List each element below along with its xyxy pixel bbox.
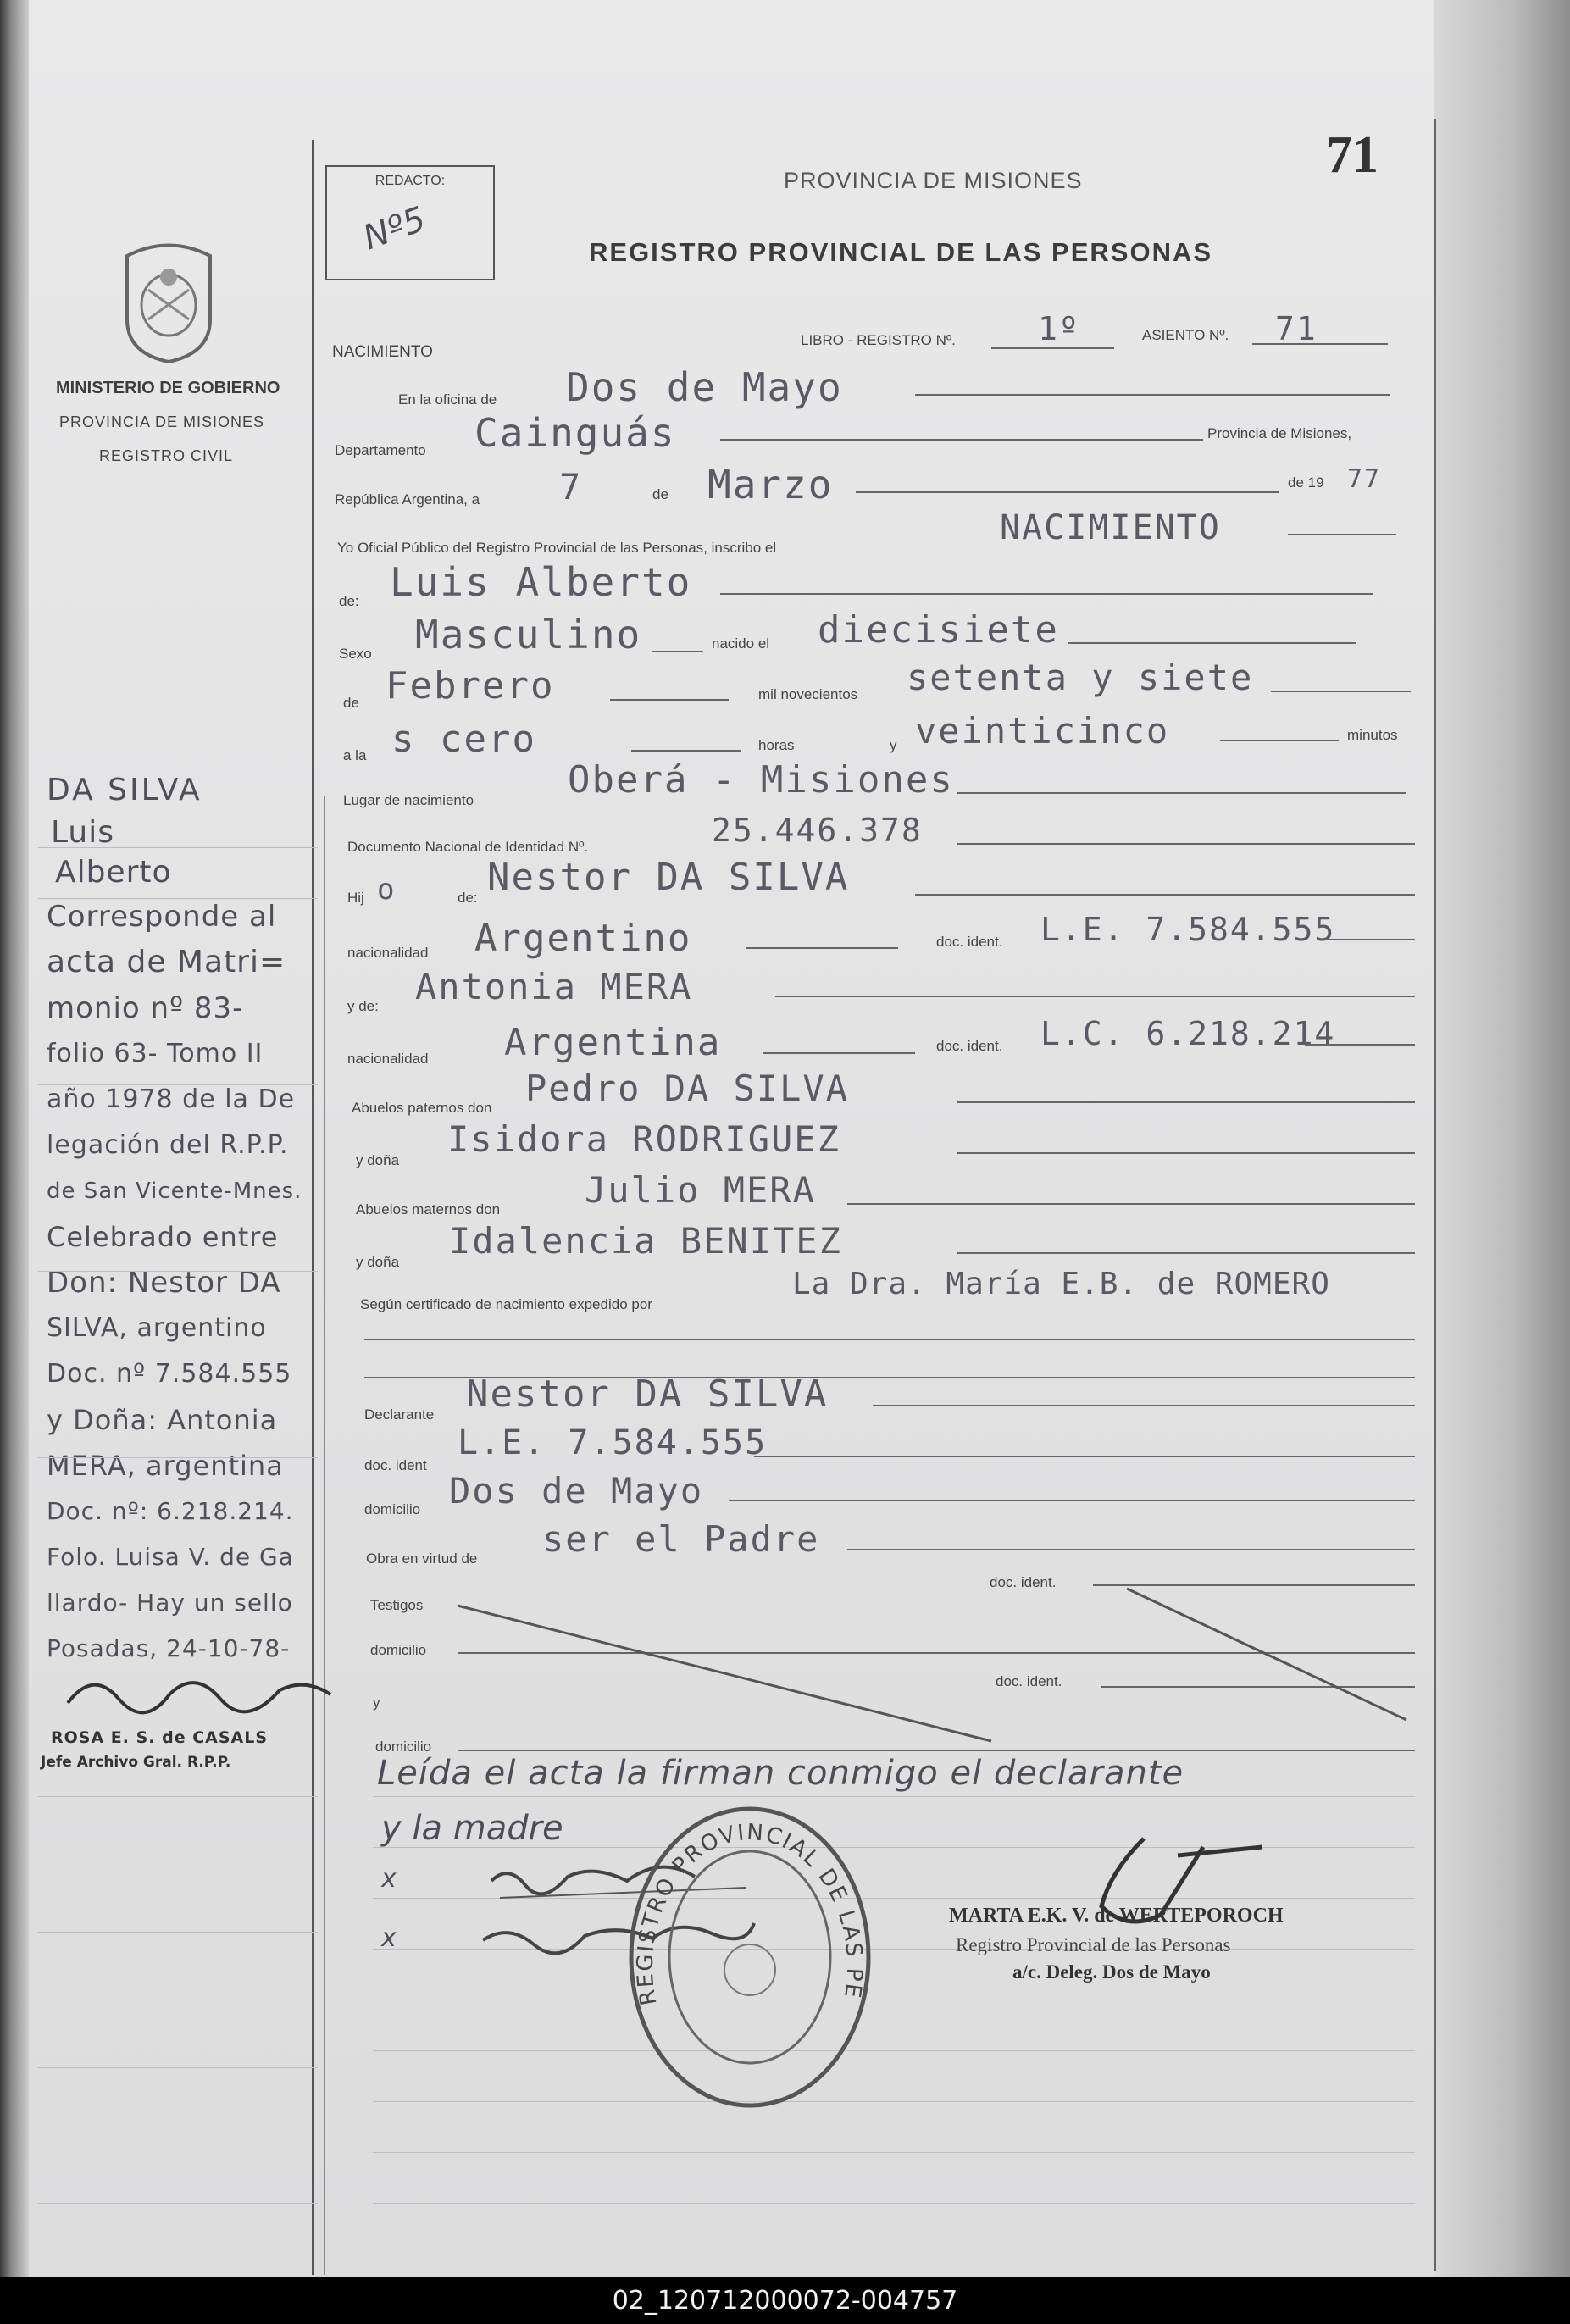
y-testigo-label: y	[373, 1694, 380, 1711]
asiento-value: 71	[1275, 310, 1318, 347]
seal-text: REGISTRO PROVINCIAL DE LAS PE	[632, 1819, 868, 2008]
certificado-label: Según certificado de nacimiento expedido por	[360, 1296, 652, 1312]
header-province: PROVINCIA DE MISIONES	[784, 168, 1083, 193]
left-province: PROVINCIA DE MISIONES	[59, 413, 265, 430]
nombre-value: Luis Alberto	[390, 559, 692, 605]
marginal-signature	[59, 1661, 339, 1728]
sexo-value: Masculino	[415, 612, 642, 657]
madre-value: Antonia MERA	[415, 966, 693, 1007]
margin-line: Alberto	[55, 855, 172, 890]
margin-line: llardo- Hay un sello	[47, 1589, 293, 1617]
closing-line1: Leída el acta la firman conmigo el declarante	[377, 1754, 1184, 1793]
abuela-mat-value: Idalencia BENITEZ	[449, 1220, 842, 1262]
domicilio-value: Dos de Mayo	[449, 1470, 704, 1511]
minutos-label: minutos	[1347, 727, 1398, 743]
doc-testigo1-label: doc. ident.	[990, 1574, 1057, 1590]
x-mark-2: x	[381, 1923, 397, 1953]
doc-madre-value: L.C. 6.218.214	[1040, 1015, 1336, 1052]
de3-label: de	[343, 695, 359, 711]
departamento-label: Departamento	[335, 442, 426, 458]
page-number: 71	[1326, 126, 1379, 184]
abuelos-mat-label: Abuelos maternos don	[356, 1201, 501, 1217]
certificado-value: La Dra. María E.B. de ROMERO	[792, 1267, 1330, 1301]
redacto-label: REDACTO:	[374, 174, 446, 188]
margin-line: Doc. nº 7.584.555	[47, 1359, 292, 1389]
obra-value: ser el Padre	[542, 1518, 820, 1560]
doc-padre-value: L.E. 7.584.555	[1040, 911, 1336, 948]
mil-label: mil novecientos	[758, 686, 858, 702]
testigos-label: Testigos	[370, 1597, 424, 1613]
mes-nac-value: Febrero	[386, 664, 555, 707]
nacido-value: diecisiete	[818, 608, 1059, 652]
margin-line: de San Vicente-Mnes.	[47, 1179, 302, 1204]
margin-line: Luis	[51, 815, 114, 850]
official-name: MARTA E.K. V. de WERTEPOROCH	[949, 1905, 1284, 1927]
obra-label: Obra en virtud de	[366, 1550, 478, 1567]
ministry-name: MINISTERIO DE GOBIERNO	[56, 379, 280, 397]
provincia-label: Provincia de Misiones,	[1207, 425, 1352, 441]
dia-value: 7	[559, 466, 583, 508]
declarante-value: Nestor DA SILVA	[466, 1373, 829, 1416]
alas-label: a la	[343, 747, 367, 763]
padre-value: Nestor DA SILVA	[487, 856, 850, 899]
sexo-label: Sexo	[339, 646, 372, 662]
hora-value: s cero	[391, 718, 536, 761]
abuelo-pat-value: Pedro DA SILVA	[525, 1068, 850, 1109]
doc-padre-label: doc. ident.	[936, 934, 1003, 950]
redacto-value: Nº5	[358, 199, 431, 258]
minutos-value: veinticinco	[915, 710, 1170, 752]
asiento-label: ASIENTO Nº.	[1142, 327, 1229, 343]
civil-registry: REGISTRO CIVIL	[99, 447, 234, 464]
margin-line: folio 63- Tomo II	[47, 1039, 264, 1068]
margin-line: acta de Matri=	[47, 945, 286, 979]
y-label: y	[890, 737, 897, 753]
oficina-value: Dos de Mayo	[566, 364, 843, 410]
yde-label: y de:	[347, 998, 379, 1014]
nacido-label: nacido el	[712, 635, 770, 652]
doc-declarante-label: doc. ident	[364, 1457, 427, 1473]
margin-line: Don: Nestor DA	[47, 1266, 281, 1300]
nac-madre-label: nacionalidad	[347, 1051, 429, 1067]
dni-label: Documento Nacional de Identidad Nº.	[347, 839, 589, 855]
oficina-label: En la oficina de	[398, 391, 497, 408]
lugar-label: Lugar de nacimiento	[343, 792, 474, 808]
lugar-value: Oberá - Misiones	[568, 758, 954, 801]
domicilio-label: domicilio	[364, 1501, 421, 1517]
hijo-suffix: o	[377, 873, 397, 907]
marginal-stamp-2: Jefe Archivo Gral. R.P.P.	[41, 1754, 231, 1771]
libro-label: LIBRO - REGISTRO Nº.	[801, 332, 956, 348]
nac-padre-label: nacionalidad	[347, 945, 429, 961]
margin-line: SILVA, argentino	[47, 1313, 267, 1343]
republica-label: República Argentina, a	[335, 491, 480, 508]
margin-line: legación del R.P.P.	[47, 1130, 289, 1160]
footer-filename: 02_120712000072-004757	[0, 2277, 1570, 2324]
abuela-pat-value: Isidora RODRIGUEZ	[447, 1118, 840, 1160]
anio-label: de 19	[1288, 474, 1324, 491]
de2-label: de:	[339, 593, 359, 609]
act-type-label: NACIMIENTO	[332, 343, 433, 361]
margin-line: DA SILVA	[47, 773, 202, 807]
round-seal	[623, 1800, 877, 2114]
de-label: de	[652, 486, 668, 502]
ydona-mat-label: y doña	[356, 1254, 400, 1270]
declarante-label: Declarante	[364, 1406, 435, 1423]
abuelo-mat-value: Julio MERA	[585, 1169, 816, 1211]
ydona-pat-label: y doña	[356, 1152, 400, 1168]
mes-value: Marzo	[707, 462, 834, 508]
domicilio-testigo1-label: domicilio	[370, 1642, 427, 1658]
inscribo-value: NACIMIENTO	[1000, 508, 1221, 547]
margin-line: Celebrado entre	[47, 1221, 279, 1253]
closing-line2: y la madre	[381, 1809, 563, 1848]
margin-line: Posadas, 24-10-78-	[47, 1634, 291, 1662]
marginal-note	[47, 767, 352, 1672]
anio-value: 77	[1347, 464, 1382, 494]
margin-line: año 1978 de la De	[47, 1084, 296, 1114]
doc-madre-label: doc. ident.	[936, 1038, 1003, 1054]
margin-line: MERA, argentina	[47, 1450, 284, 1482]
horas-label: horas	[758, 737, 795, 753]
hijo-de-label: de:	[458, 890, 478, 906]
domicilio-testigo2-label: domicilio	[375, 1739, 432, 1755]
header-registry: REGISTRO PROVINCIAL DE LAS PERSONAS	[589, 237, 1213, 267]
margin-line: Folo. Luisa V. de Ga	[47, 1543, 294, 1571]
x-mark-1: x	[381, 1864, 397, 1894]
nac-madre-value: Argentina	[504, 1021, 722, 1064]
abuelos-pat-label: Abuelos paternos don	[352, 1100, 492, 1116]
libro-value: 1º	[1038, 310, 1080, 347]
doc-testigo2-label: doc. ident.	[996, 1673, 1062, 1689]
hijo-label: Hij	[347, 890, 364, 906]
margin-line: monio nº 83-	[47, 991, 244, 1025]
nac-padre-value: Argentino	[474, 917, 692, 960]
doc-declarante-value: L.E. 7.584.555	[458, 1423, 768, 1462]
margin-line: y Doña: Antonia	[47, 1404, 278, 1436]
inscribo-label: Yo Oficial Público del Registro Provincial de las Personas, inscribo el	[337, 540, 777, 556]
official-title: Registro Provincial de las Personas	[956, 1934, 1231, 1955]
departamento-value: Cainguás	[474, 410, 676, 456]
official-deleg: a/c. Deleg. Dos de Mayo	[1012, 1961, 1211, 1983]
anio-nac-value: setenta y siete	[907, 657, 1254, 698]
margin-line: Corresponde al	[47, 900, 277, 934]
marginal-stamp-1: ROSA E. S. de CASALS	[51, 1728, 269, 1747]
margin-line: Doc. nº: 6.218.214.	[47, 1497, 294, 1525]
dni-value: 25.446.378	[712, 812, 923, 849]
